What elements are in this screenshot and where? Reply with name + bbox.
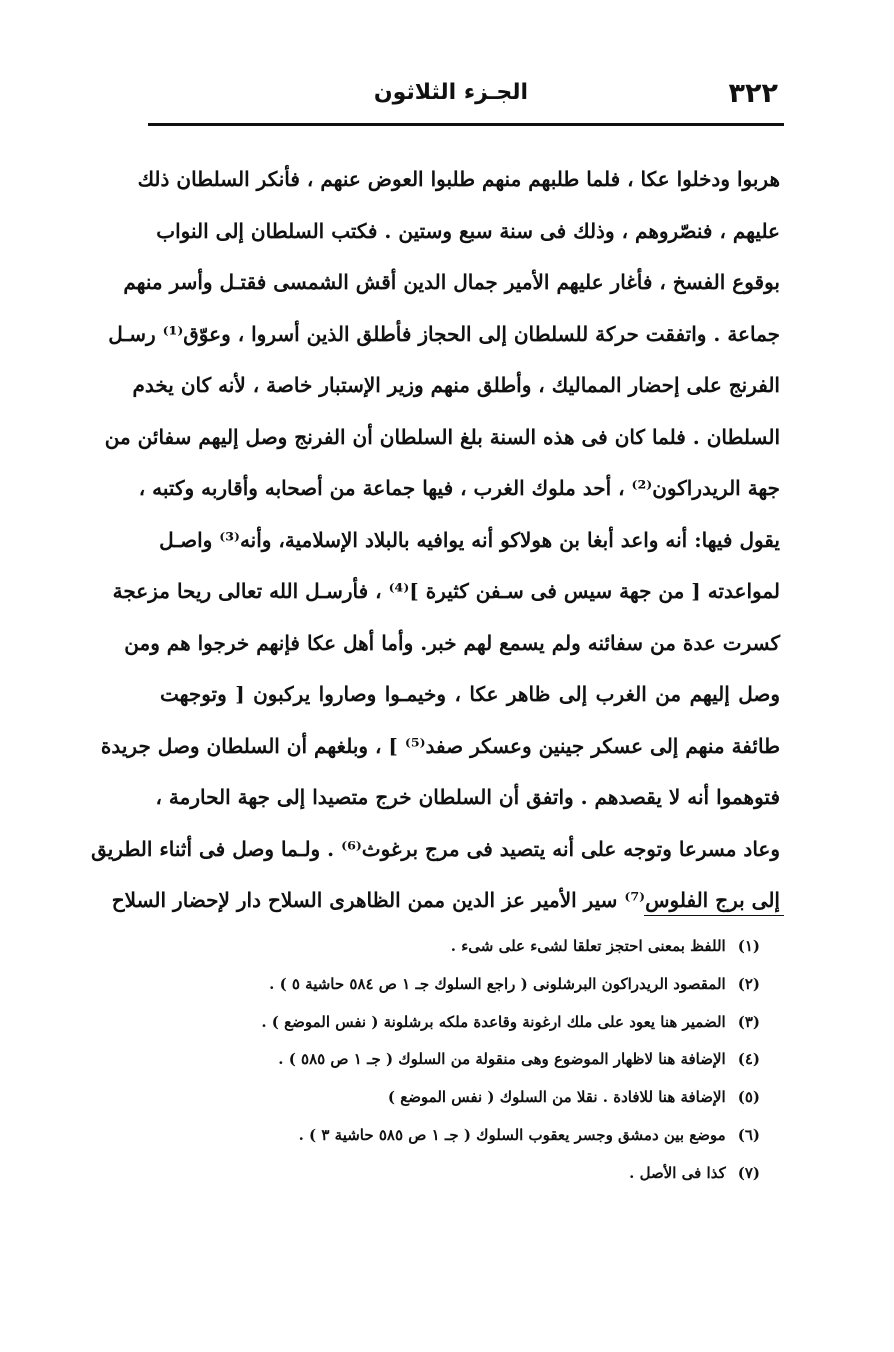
- footnote-text: موضع بين دمشق وجسر يعقوب السلوك ( جـ ١ ص ٥٨٥ حاشية ٣ ) .: [298, 1125, 726, 1144]
- running-title: الجـزء الثلاثون: [373, 80, 528, 105]
- text-line: كسرت عدة من سفائنه ولم يسمع لهم خبر. وأما أهل عكا فإنهم خرجوا هم ومن: [124, 630, 780, 655]
- text-line: يقول فيها: أنه واعد أبغا بن هولاكو أنه يوافيه بالبلاد الإسلامية، وأنه⁽³⁾ واصـل: [159, 527, 780, 552]
- footnote: [150, 1041, 760, 1079]
- footnote: [150, 1155, 760, 1193]
- footnote-text: المقصود الريدراكون البرشلونى ( راجع السلوك جـ ١ ص ٥٨٤ حاشية ٥ ) .: [269, 974, 726, 993]
- footnote-text: كذا فى الأصل .: [629, 1163, 726, 1182]
- footnote-number: (٢): [737, 974, 760, 993]
- text-line: الفرنج على إحضار المماليك ، وأطلق منهم وزير الإستبار خاصة ، لأنه كان يخدم: [132, 373, 780, 397]
- footnote-number: (٣): [737, 1012, 760, 1031]
- text-line: وصل إليهم من الغرب إلى ظاهر عكا ، وخيمـوا وصاروا يركبون [ وتوجهت: [160, 682, 780, 706]
- text-line: وعاد مسرعا وتوجه على أنه يتصيد فى مرج برغوث⁽⁶⁾ . ولـما وصل فى أثناء الطريق: [91, 836, 780, 861]
- footnote-number: (٧): [737, 1163, 760, 1182]
- footnote: [150, 1117, 760, 1155]
- text-line: إلى برج الفلوس⁽⁷⁾ سير الأمير عز الدين ممن الظاهرى السلاح دار لإحضار السلاح: [111, 888, 780, 912]
- text-line: طائفة منهم إلى عسكر جينين وعسكر صفد⁽⁵⁾ ] ، وبلغهم أن السلطان وصل جريدة: [100, 733, 780, 758]
- footnote-number: (٥): [737, 1088, 760, 1107]
- text-line: السلطان . فلما كان فى هذه السنة بلغ السلطان أن الفرنج وصل إليهم سفائن من: [104, 424, 780, 449]
- footnote: [150, 928, 760, 966]
- text-line: بوقوع الفسخ ، فأغار عليهم الأمير جمال الدين أقش الشمسى فقتـل وأسر منهم: [123, 270, 780, 294]
- footnote-rule: [644, 915, 784, 916]
- text-line: هربوا ودخلوا عكا ، فلما طلبهم منهم طلبوا العوض عنهم ، فأنكر السلطان ذلك: [137, 167, 780, 191]
- footnote: [150, 1079, 760, 1117]
- footnote-text: الإضافة هنا لاظهار الموضوع وهى منقولة من السلوك ( جـ ١ ص ٥٨٥ ) .: [278, 1050, 726, 1069]
- footnote-text: الإضافة هنا للافادة . نقلا من السلوك ( نفس الموضع ): [387, 1088, 726, 1107]
- footnotes: [150, 928, 760, 1193]
- text-line: جماعة . واتفقت حركة للسلطان إلى الحجاز فأطلق الذين أسروا ، وعوّق⁽¹⁾ رسـل: [108, 321, 780, 346]
- footnote-text: الضمير هنا يعود على ملك ارغونة وقاعدة ملكه برشلونة ( نفس الموضع ) .: [261, 1012, 726, 1031]
- page-header: [148, 78, 778, 118]
- text-line: جهة الريدراكون⁽²⁾ ، أحد ملوك الغرب ، فيها جماعة من أصحابه وأقاربه وكتبه ،: [138, 476, 780, 500]
- text-line: عليهم ، فنصّروهم ، وذلك فى سنة سبع وستين . فكتب السلطان إلى النواب: [156, 218, 780, 243]
- footnote-text: اللفظ بمعنى احتجز تعلقا لشىء على شىء .: [450, 937, 726, 955]
- footnote-number: (١): [737, 937, 760, 955]
- footnote: [150, 1004, 760, 1042]
- footnote-number: (٤): [737, 1050, 760, 1069]
- footnote: [150, 966, 760, 1004]
- header-rule: [148, 123, 784, 126]
- body-text: [91, 154, 780, 927]
- page-number: ٣٢٢: [728, 78, 778, 109]
- footnote-number: (٦): [737, 1125, 760, 1144]
- text-line: فتوهموا أنه لا يقصدهم . واتفق أن السلطان خرج متصيدا إلى جهة الحارمة ،: [155, 785, 780, 809]
- text-line: لمواعدته [ من جهة سيس فى سـفن كثيرة ]⁽⁴⁾ ، فأرسـل الله تعالى ريحا مزعجة: [112, 579, 780, 603]
